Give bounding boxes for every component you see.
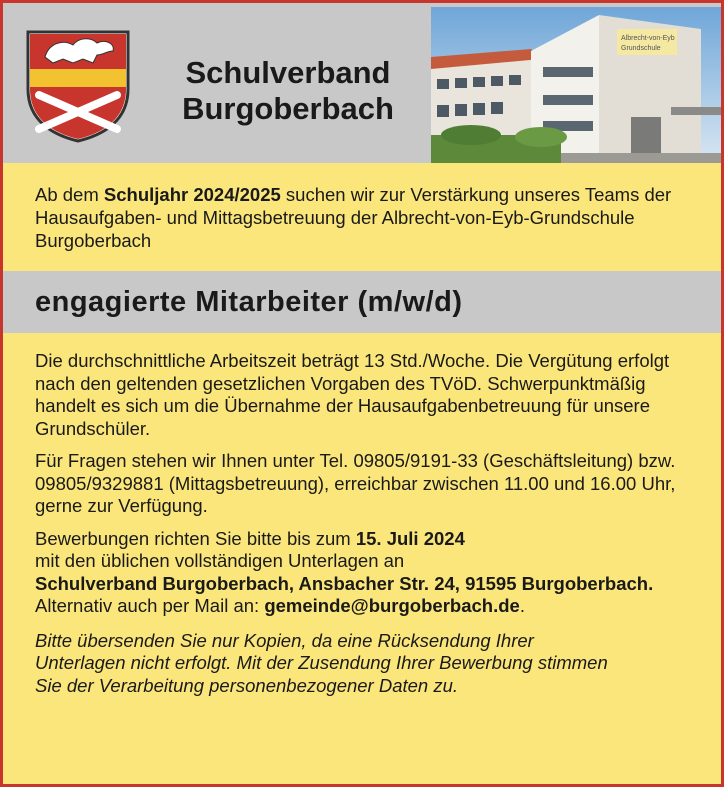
mail-suffix: .: [519, 595, 525, 616]
org-name-line2: Burgoberbach: [182, 91, 394, 126]
intro-part2: suchen wir zur Verstärkung unseres Teams der Hausaufgaben- und Mittagsbetreuung der Albrecht-von-Eyb-Grundschule Burgoberbach: [35, 184, 672, 251]
application-paragraph: [35, 528, 703, 618]
contact-paragraph: Für Fragen stehen wir Ihnen unter Tel. 09805/9191-33 (Geschäftsleitung) bzw. 09805/9329881 (Mittagsbetreuung), erreichbar zwischen 11.00 und 16.00 Uhr, gerne zur Verfügung.: [35, 450, 676, 516]
coat-of-arms-icon: [25, 29, 131, 143]
privacy-note-line3: Sie der Verarbeitung personenbezogener Daten zu.: [35, 674, 459, 696]
school-year: Schuljahr 2024/2025: [103, 184, 281, 205]
apply-part1: Bewerbungen richten Sie bitte bis zum: [35, 527, 356, 549]
org-name-line1: Schulverband: [185, 55, 391, 90]
intro-text: [35, 183, 695, 252]
school-building-photo: [431, 7, 721, 163]
postal-address: Schulverband Burgoberbach, Ansbacher Str. 24, 91595 Burgoberbach.: [35, 572, 654, 594]
email-address: gemeinde@burgoberbach.de: [264, 595, 520, 616]
job-title-headline: engagierte Mitarbeiter (m/w/d): [35, 286, 463, 318]
school-sign-line2: Grundschule: [621, 45, 661, 52]
organization-name: [143, 55, 433, 127]
privacy-note-line1: Bitte übersenden Sie nur Kopien, da eine Rücksendung Ihrer: [35, 629, 534, 651]
intro-part1: Ab dem: [35, 184, 104, 205]
apply-line1: [35, 528, 703, 551]
header-band: [3, 3, 721, 163]
privacy-note-line2: Unterlagen nicht erfolgt. Mit der Zusendung Ihrer Bewerbung stimmen: [35, 652, 608, 673]
privacy-note: [35, 630, 703, 698]
school-sign-line1: Albrecht-von-Eyb: [621, 35, 675, 42]
apply-line2: mit den üblichen vollständigen Unterlagen an: [35, 550, 405, 571]
body-text: [35, 350, 703, 707]
deadline: 15. Juli 2024: [355, 527, 465, 549]
mail-prefix: Alternativ auch per Mail an:: [35, 595, 265, 616]
headline-band: [3, 271, 721, 333]
apply-mail-line: [35, 595, 703, 618]
working-time-paragraph: Die durchschnittliche Arbeitszeit beträgt 13 Std./Woche. Die Vergütung erfolgt nach den geltenden gesetzlichen Vorgaben des TVöD. Schwerpunktmäßig handelt es sich um die Übernahme der Hausaufgabenbetreuung für unsere Grundschüler.: [35, 350, 670, 439]
